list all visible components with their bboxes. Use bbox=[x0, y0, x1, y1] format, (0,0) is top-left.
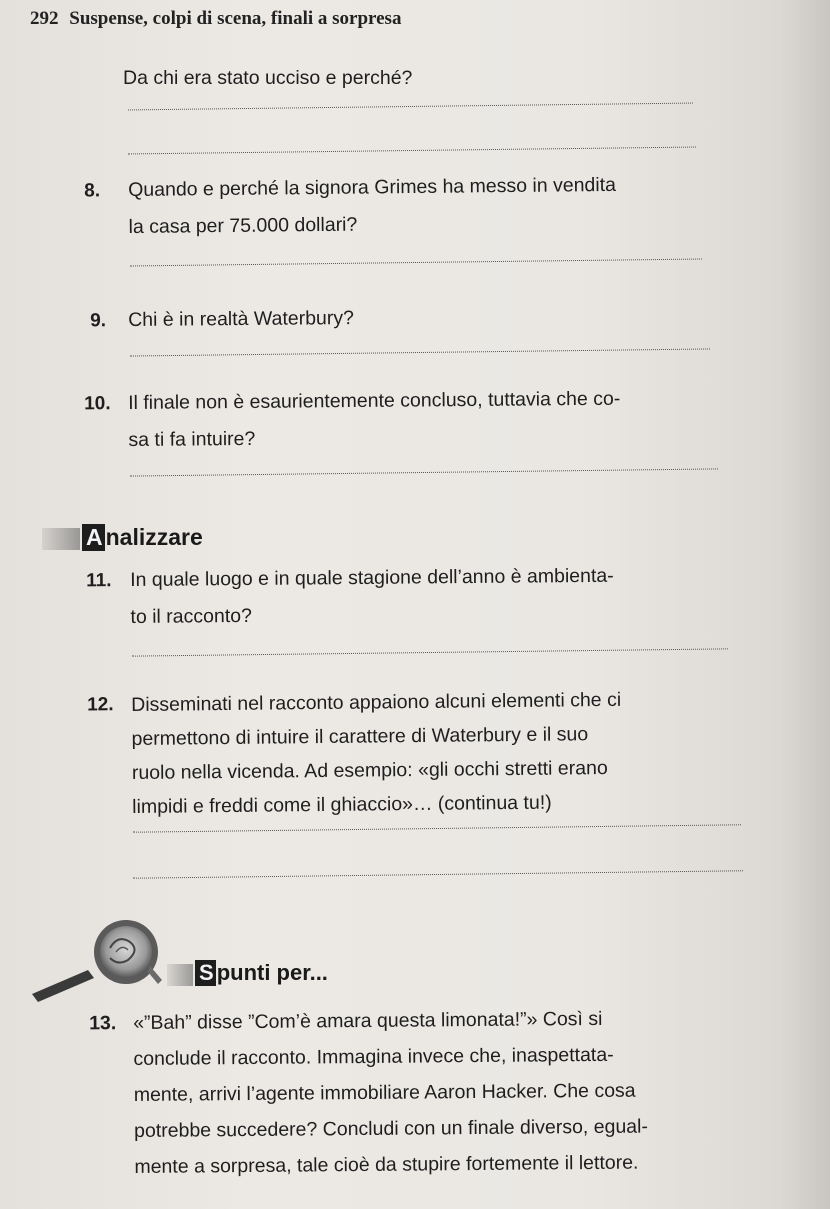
section-tab-marker bbox=[167, 964, 193, 986]
question-7-line-1: Da chi era stato ucciso e perché? bbox=[123, 67, 413, 89]
question-number: 13. bbox=[89, 1012, 117, 1035]
page-header bbox=[30, 8, 401, 30]
section-heading-spunti bbox=[195, 960, 328, 986]
section-heading-analizzare bbox=[82, 524, 203, 551]
section-tab-marker bbox=[42, 528, 80, 550]
question-13-line-1: «”Bah” disse ”Com’è amara questa limonata!”» Così si bbox=[133, 1007, 603, 1034]
question-number: 8. bbox=[84, 180, 101, 202]
question-10-line-2: sa ti fa intuire? bbox=[128, 427, 256, 451]
magnifying-glass-icon bbox=[30, 918, 170, 1008]
answer-line[interactable] bbox=[130, 348, 710, 356]
question-13-line-4: potrebbe succedere? Concludi con un finale diverso, egual- bbox=[134, 1115, 649, 1142]
question-13-line-5: mente a sorpresa, tale cioè da stupire fortemente il lettore. bbox=[134, 1151, 639, 1178]
question-11-line-2: to il racconto? bbox=[130, 604, 252, 628]
section-initial: S bbox=[195, 960, 216, 986]
answer-line[interactable] bbox=[128, 103, 693, 111]
question-11-line-1: In quale luogo e in quale stagione dell’anno è ambienta- bbox=[130, 564, 614, 591]
question-12 bbox=[87, 683, 622, 824]
question-11 bbox=[86, 558, 614, 636]
page-number: 292 bbox=[30, 8, 59, 29]
section-title-rest: punti per... bbox=[216, 960, 328, 985]
answer-line[interactable] bbox=[130, 468, 718, 476]
answer-line[interactable] bbox=[133, 870, 743, 878]
question-9-line-1: Chi è in realtà Waterbury? bbox=[128, 307, 355, 331]
question-7-text bbox=[123, 60, 412, 97]
question-12-line-1: Disseminati nel racconto appaiono alcuni elementi che ci bbox=[131, 688, 622, 716]
question-13-line-2: conclude il racconto. Immagina invece che, inaspettata- bbox=[133, 1043, 614, 1070]
question-number: 11. bbox=[86, 570, 112, 592]
question-12-line-2: permettono di intuire il carattere di Waterbury e il suo bbox=[131, 723, 589, 750]
question-10-line-1: Il finale non è esaurientemente concluso, tuttavia che co- bbox=[128, 387, 621, 414]
answer-line[interactable] bbox=[130, 259, 702, 267]
question-13 bbox=[89, 1001, 649, 1185]
question-8-line-2: la casa per 75.000 dollari? bbox=[128, 213, 358, 238]
question-number: 9. bbox=[90, 310, 107, 332]
section-title-rest: nalizzare bbox=[105, 524, 203, 550]
question-13-line-3: mente, arrivi l’agente immobiliare Aaron Hacker. Che cosa bbox=[133, 1079, 636, 1106]
chapter-title: Suspense, colpi di scena, finali a sorpresa bbox=[69, 8, 402, 29]
answer-line[interactable] bbox=[133, 824, 741, 832]
question-number: 12. bbox=[87, 694, 114, 716]
answer-line[interactable] bbox=[128, 147, 696, 155]
question-12-line-3: ruolo nella vicenda. Ad esempio: «gli occhi stretti erano bbox=[131, 757, 608, 784]
question-number: 10. bbox=[84, 393, 111, 415]
question-12-line-4: limpidi e freddi come il ghiaccio»… (continua tu!) bbox=[132, 791, 552, 818]
section-initial: A bbox=[82, 524, 105, 551]
question-9 bbox=[90, 300, 355, 339]
answer-line[interactable] bbox=[132, 648, 728, 656]
question-10 bbox=[84, 381, 621, 459]
question-8-line-1: Quando e perché la signora Grimes ha messo in vendita bbox=[128, 173, 617, 201]
question-8 bbox=[84, 167, 617, 246]
